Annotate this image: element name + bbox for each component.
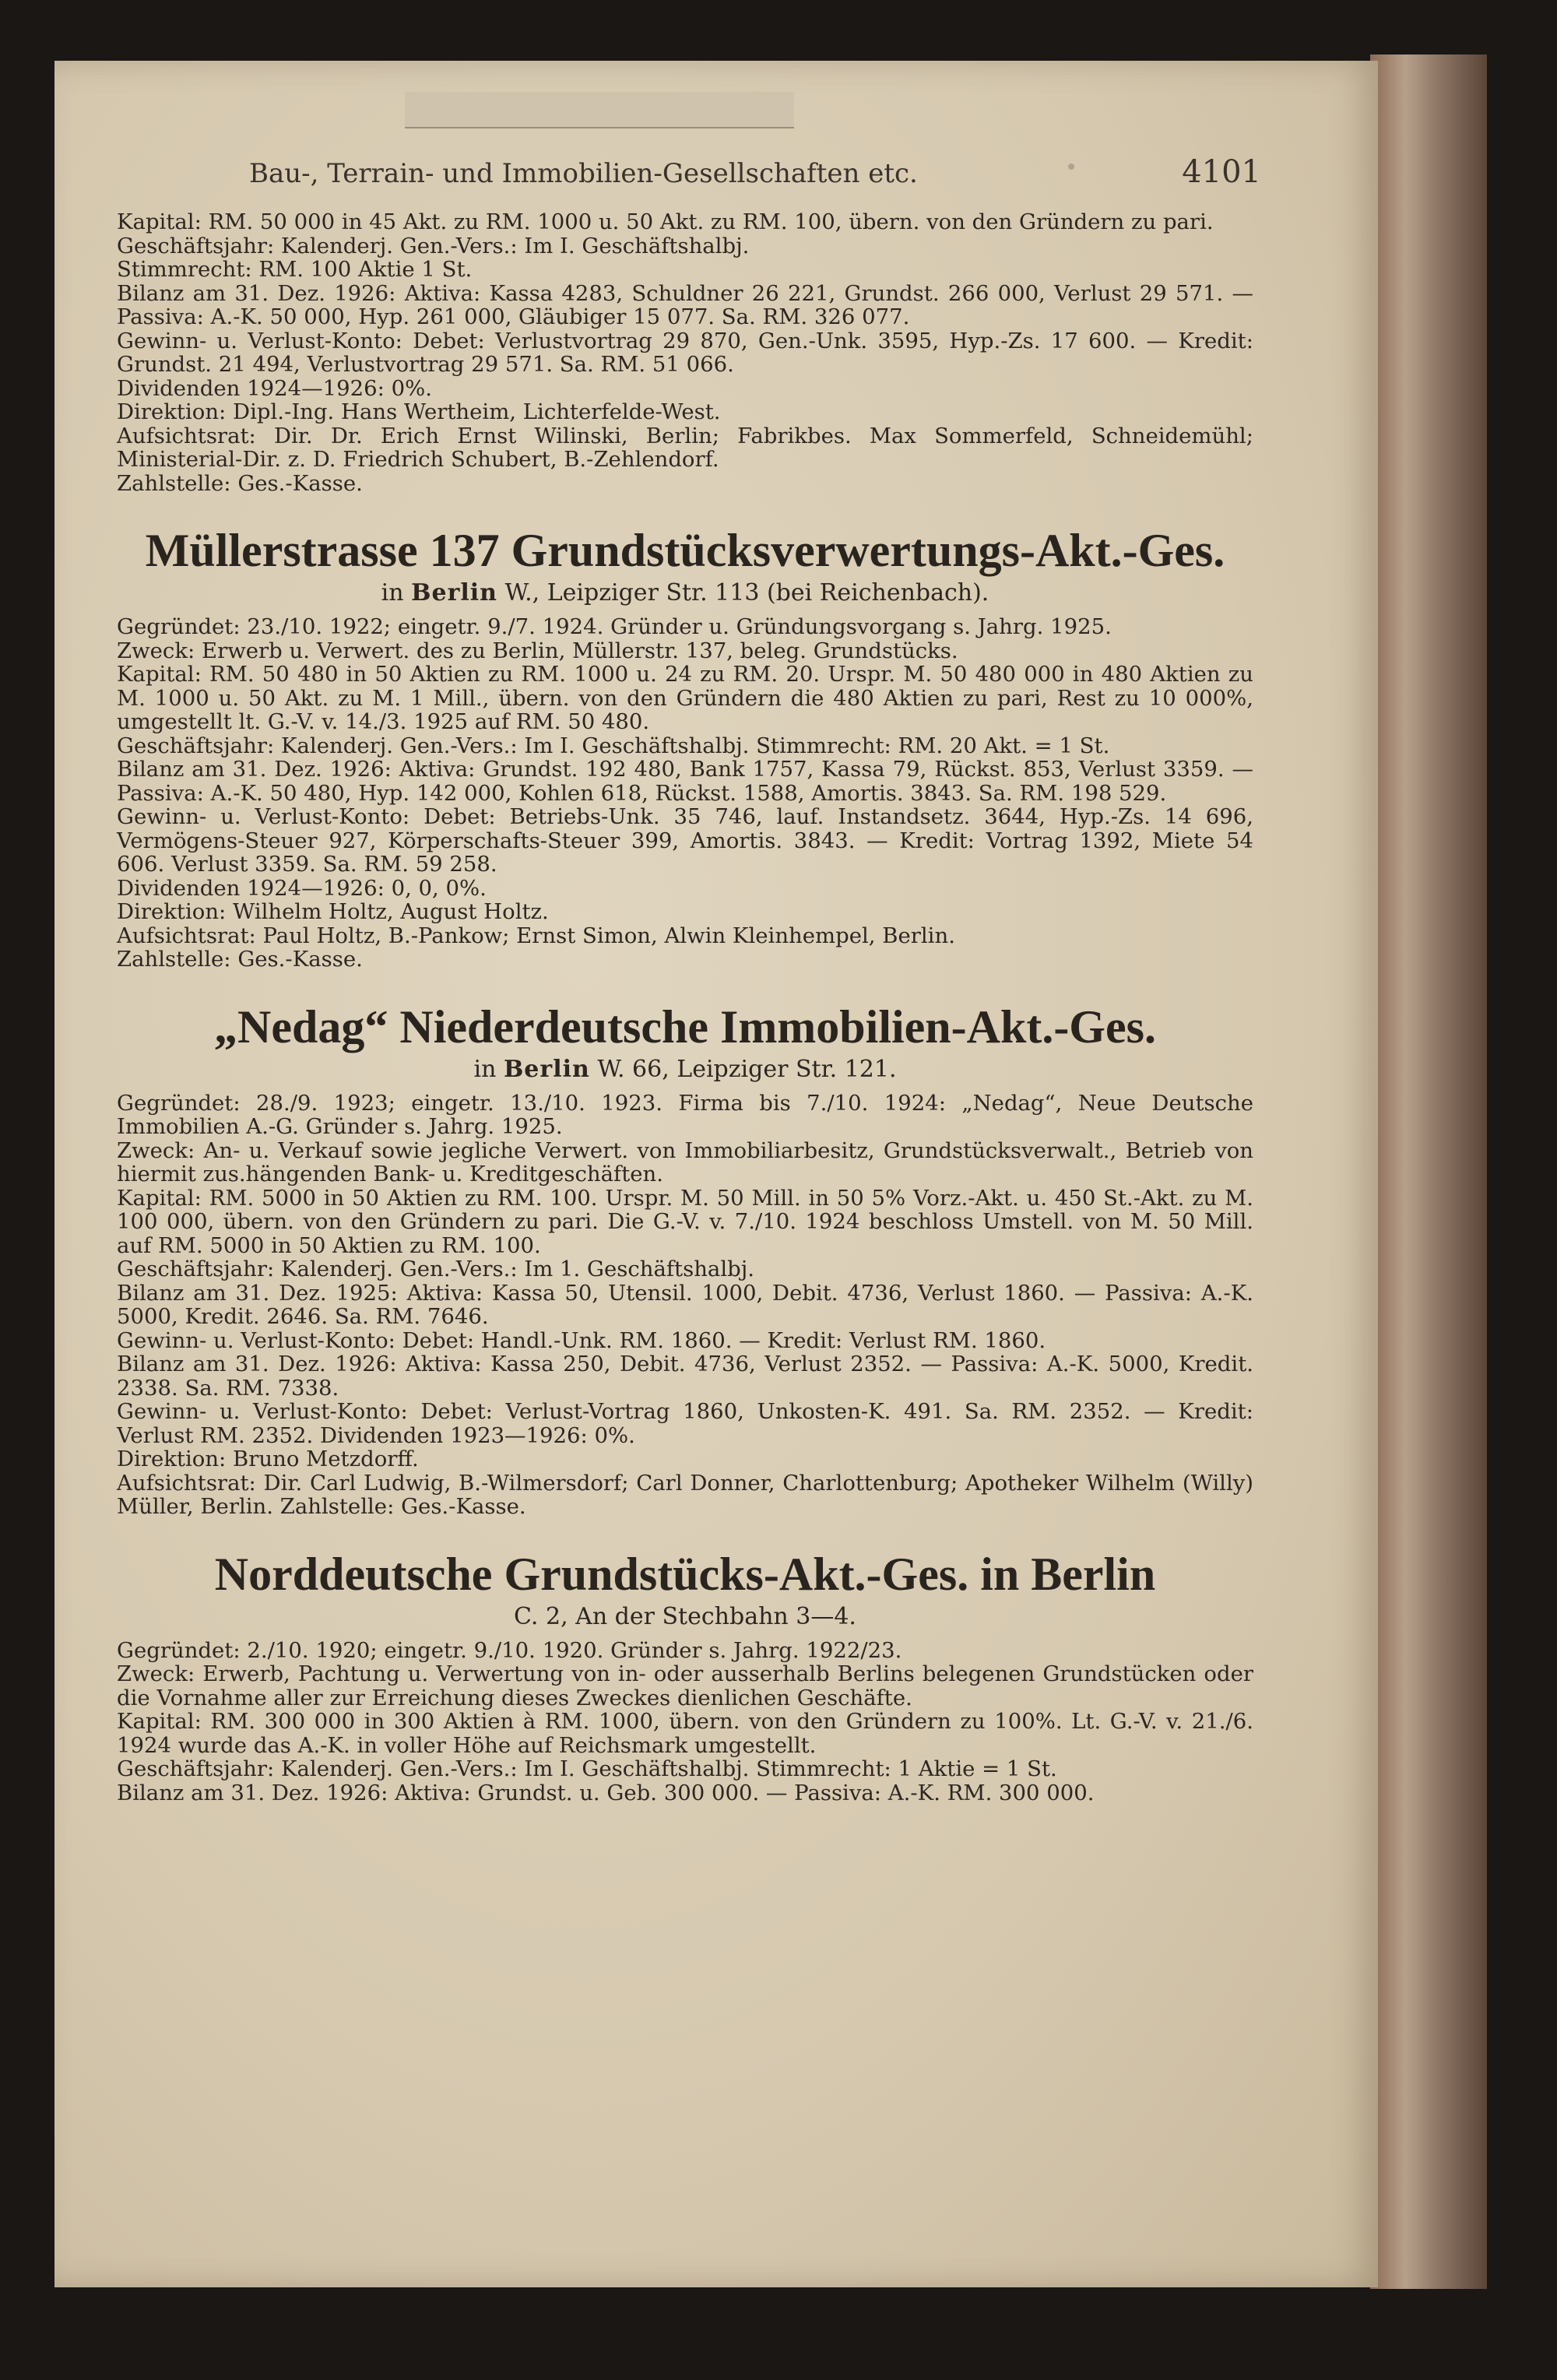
entry-line: Gegründet: 28./9. 1923; eingetr. 13./10. 1923. Firma bis 7./10. 1924: „Nedag“, Neue Deutsche Immobilien A.-G. Gründer s. Jahrg. 1925. xyxy=(117,1090,1253,1139)
entry-line: Direktion: Wilhelm Holtz, August Holtz. xyxy=(117,899,549,924)
entry-line: Zweck: Erwerb, Pachtung u. Verwertung von in- oder ausserhalb Berlins belegenen Grundstücken oder die Vornahme aller zur Erreichung dieses Zweckes dienlichen Geschäfte. xyxy=(117,1661,1253,1710)
top-label-strip xyxy=(405,92,794,128)
entry-line: Bilanz am 31. Dez. 1926: Aktiva: Kassa 4283, Schuldner 26 221, Grundst. 266 000, Verlust 29 571. — Passiva: A.-K. 50 000, Hyp. 261 000, Gläubiger 15 077. Sa. RM. 326 077. xyxy=(117,280,1253,329)
company-address: C. 2, An der Stechbahn 3—4. xyxy=(514,1602,856,1630)
address-city: Berlin xyxy=(503,1055,590,1083)
entry-line: Gewinn- u. Verlust-Konto: Debet: Handl.-Unk. RM. 1860. — Kredit: Verlust RM. 1860. xyxy=(117,1327,1046,1353)
entry-line: Gegründet: 2./10. 1920; eingetr. 9./10. 1920. Gründer s. Jahrg. 1922/23. xyxy=(117,1637,902,1663)
entry-line: Kapital: RM. 300 000 in 300 Aktien à RM. 1000, übern. von den Gründern zu 100%. Lt. G.-V. v. 21./6. 1924 wurde das A.-K. in voller Höhe auf Reichsmark umgestellt. xyxy=(117,1709,1253,1758)
entry-line: Zahlstelle: Ges.-Kasse. xyxy=(117,947,363,972)
entry-line: Bilanz am 31. Dez. 1926: Aktiva: Grundst. 192 480, Bank 1757, Kassa 79, Rückst. 853, Verlust 3359. — Passiva: A.-K. 50 480, Hyp. 142 000, Kohlen 618, Rückst. 1588, Amortis. 3843. Sa. RM. 198 529. xyxy=(117,757,1253,806)
running-header xyxy=(249,154,1261,193)
entry-line: Zweck: An- u. Verkauf sowie jegliche Verwert. von Immobiliarbesitz, Grundstücksverwalt., Betrieb von hiermit zus.hängenden Bank- u. Kreditgeschäften. xyxy=(117,1137,1253,1186)
address-prefix: in xyxy=(473,1055,497,1083)
address-prefix: in xyxy=(381,579,404,606)
company-title: „Nedag“ Niederdeutsche Immobilien-Akt.-Ges. xyxy=(214,1000,1156,1053)
page-number: 4101 xyxy=(1182,154,1261,190)
entry-line: Gewinn- u. Verlust-Konto: Debet: Verlust-Vortrag 1860, Unkosten-K. 491. Sa. RM. 2352. — Kredit: Verlust RM. 2352. Dividenden 1923—1926: 0%. xyxy=(117,1399,1253,1448)
entry-line: Geschäftsjahr: Kalenderj. Gen.-Vers.: Im 1. Geschäftshalbj. xyxy=(117,1257,754,1281)
entry-line: Kapital: RM. 50 480 in 50 Aktien zu RM. 1000 u. 24 zu RM. 20. Urspr. M. 50 480 000 in 480 Aktien zu M. 1000 u. 50 Akt. zu M. 1 Mill., übern. von den Gründern die 480 Aktien zu pari, Rest zu 10 000%, umgestellt lt. G.-V. v. 14./3. 1925 auf RM. 50 480. xyxy=(117,662,1253,734)
entry-continued xyxy=(117,210,1253,495)
entry-line: Kapital: RM. 50 000 in 45 Akt. zu RM. 1000 u. 50 Akt. zu RM. 100, übern. von den Gründern zu pari. xyxy=(117,209,1214,234)
entry-line: Geschäftsjahr: Kalenderj. Gen.-Vers.: Im I. Geschäftshalbj. Stimmrecht: RM. 20 Akt. = 1 St. xyxy=(117,733,1110,758)
company-address xyxy=(117,1056,1253,1084)
company-title: Norddeutsche Grundstücks-Akt.-Ges. in Berlin xyxy=(214,1548,1156,1600)
entry-line: Dividenden 1924—1926: 0, 0, 0%. xyxy=(117,875,487,901)
entry-line: Direktion: Bruno Metzdorff. xyxy=(117,1447,419,1471)
entry-line: Gewinn- u. Verlust-Konto: Debet: Verlustvortrag 29 870, Gen.-Unk. 3595, Hyp.-Zs. 17 600. — Kredit: Grundst. 21 494, Verlustvortrag 29 571. Sa. RM. 51 066. xyxy=(117,328,1253,377)
entry-line: Bilanz am 31. Dez. 1926: Aktiva: Kassa 250, Debit. 4736, Verlust 2352. — Passiva: A.-K. 5000, Kredit. 2338. Sa. RM. 7338. xyxy=(117,1352,1253,1401)
company-address xyxy=(117,579,1253,607)
address-rest: W. 66, Leipziger Str. 121. xyxy=(597,1055,897,1083)
entry-line: Bilanz am 31. Dez. 1925: Aktiva: Kassa 50, Utensil. 1000, Debit. 4736, Verlust 1860. — Passiva: A.-K. 5000, Kredit. 2646. Sa. RM. 7646. xyxy=(117,1280,1253,1329)
entry-line: Zahlstelle: Ges.-Kasse. xyxy=(117,470,363,496)
entry-line: Aufsichtsrat: Dir. Dr. Erich Ernst Wilinski, Berlin; Fabrikbes. Max Sommerfeld, Schneidemühl; Ministerial-Dir. z. D. Friedrich Schubert, B.-Zehlendorf. xyxy=(117,423,1253,472)
entry-line: Direktion: Dipl.-Ing. Hans Wertheim, Lichterfelde-West. xyxy=(117,399,721,424)
entry-line: Stimmrecht: RM. 100 Aktie 1 St. xyxy=(117,257,473,282)
entry-line: Gewinn- u. Verlust-Konto: Debet: Betriebs-Unk. 35 746, lauf. Instandsetz. 3644, Hyp.-Zs. 14 696, Vermögens-Steuer 927, Körperschafts-Steuer 399, Amortis. 3843. — Kredit: Vortrag 1392, Miete 54 606. Verlust 3359. Sa. RM. 59 258. xyxy=(117,804,1253,877)
entry-line: Aufsichtsrat: Dir. Carl Ludwig, B.-Wilmersdorf; Carl Donner, Charlottenburg; Apotheker Wilhelm (Willy) Müller, Berlin. Zahlstelle: Ges.-Kasse. xyxy=(117,1470,1253,1519)
company-title: Müllerstrasse 137 Grundstücksverwertungs-Akt.-Ges. xyxy=(145,525,1225,576)
address-rest: W., Leipziger Str. 113 (bei Reichenbach). xyxy=(504,579,989,606)
entry-norddeutsche xyxy=(117,1547,1253,1805)
entry-muellerstrasse xyxy=(117,523,1253,972)
book-spine xyxy=(1370,54,1487,2289)
entry-line: Gegründet: 23./10. 1922; eingetr. 9./7. 1924. Gründer u. Gründungsvorgang s. Jahrg. 1925. xyxy=(117,614,1112,639)
entry-nedag xyxy=(117,1000,1253,1519)
entry-line: Dividenden 1924—1926: 0%. xyxy=(117,375,432,401)
entry-line: Bilanz am 31. Dez. 1926: Aktiva: Grundst. u. Geb. 300 000. — Passiva: A.-K. RM. 300 000. xyxy=(117,1780,1095,1805)
entry-line: Zweck: Erwerb u. Verwert. des zu Berlin, Müllerstr. 137, beleg. Grundstücks. xyxy=(117,638,958,663)
entry-line: Aufsichtsrat: Paul Holtz, B.-Pankow; Ernst Simon, Alwin Kleinhempel, Berlin. xyxy=(117,923,955,948)
page-content xyxy=(117,210,1253,1833)
entry-line: Geschäftsjahr: Kalenderj. Gen.-Vers.: Im I. Geschäftshalbj. Stimmrecht: 1 Aktie = 1 St. xyxy=(117,1756,1057,1781)
running-title: Bau-, Terrain- und Immobilien-Gesellschaften etc. xyxy=(249,158,918,189)
entry-line: Kapital: RM. 5000 in 50 Aktien zu RM. 100. Urspr. M. 50 Mill. in 50 5% Vorz.-Akt. u. 450 St.-Akt. zu M. 100 000, übern. von den Gründern zu pari. Die G.-V. v. 7./10. 1924 beschloss Umstell. von M. 50 Mill. auf RM. 5000 in 50 Aktien zu RM. 100. xyxy=(117,1185,1253,1258)
address-city: Berlin xyxy=(411,579,497,606)
entry-line: Geschäftsjahr: Kalenderj. Gen.-Vers.: Im I. Geschäftshalbj. xyxy=(117,233,750,258)
